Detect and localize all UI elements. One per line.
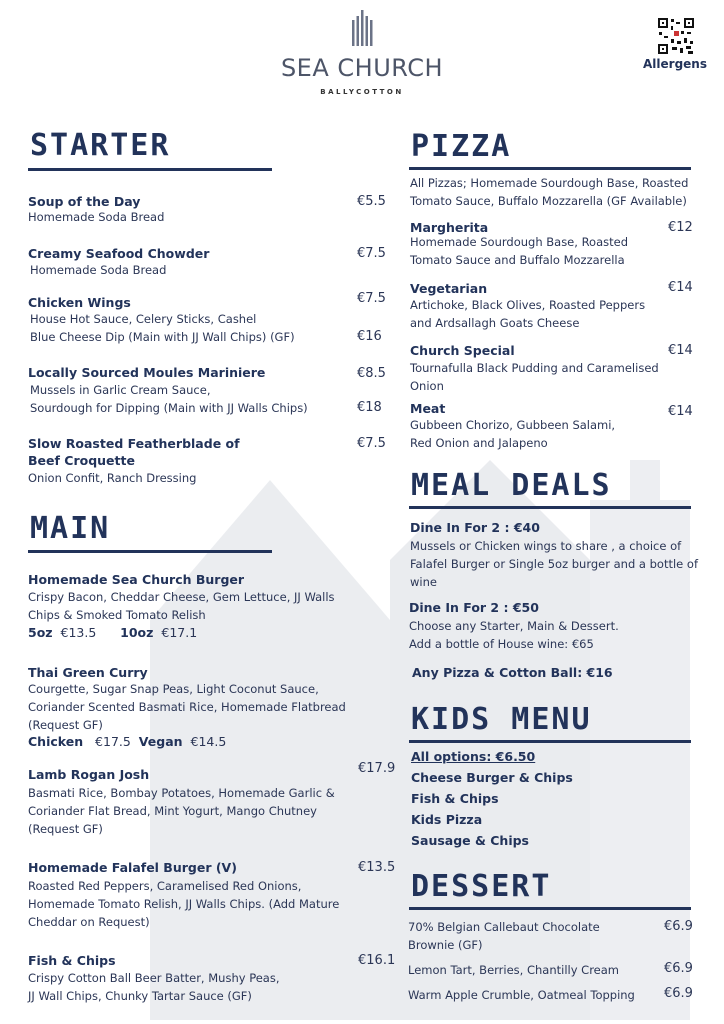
option-price: €13.5 <box>60 625 97 640</box>
allergens-link[interactable]: Allergens <box>643 57 707 71</box>
starter-item-desc: Sourdough for Dipping (Main with JJ Walls Chips) <box>30 401 308 415</box>
main-item-price: €13.5 <box>358 860 396 875</box>
starter-item-desc: Onion Confit, Ranch Dressing <box>28 471 197 485</box>
pizza-intro: Tomato Sauce, Buffalo Mozzarella (GF Available) <box>410 194 687 208</box>
starter-rule <box>28 168 272 171</box>
dessert-heading: DESSERT <box>411 869 552 904</box>
starter-item-desc: Mussels in Garlic Cream Sauce, <box>30 383 211 397</box>
option-price: €17.5 <box>95 734 131 749</box>
starter-item-name: Creamy Seafood Chowder <box>28 246 210 261</box>
meal-deals-rule <box>409 506 691 509</box>
kids-item: Kids Pizza <box>411 812 483 827</box>
main-item-price: €16.1 <box>358 953 396 968</box>
starter-item-price: €5.5 <box>357 194 386 209</box>
dessert-item-name: Warm Apple Crumble, Oatmeal Topping <box>408 988 635 1002</box>
main-item-desc: Coriander Flat Bread, Mint Yogurt, Mango Chutney <box>28 804 317 818</box>
dessert-item-name: Brownie (GF) <box>408 938 483 952</box>
pizza-item-name: Meat <box>410 401 446 416</box>
kids-item: Sausage & Chips <box>411 833 529 848</box>
pizza-heading: PIZZA <box>411 129 512 164</box>
main-item-name: Homemade Sea Church Burger <box>28 572 245 587</box>
meal-deals-heading: MEAL DEALS <box>411 468 612 503</box>
kids-item: Cheese Burger & Chips <box>411 770 573 785</box>
starter-item-desc: House Hot Sauce, Celery Sticks, Cashel <box>30 312 257 326</box>
pizza-item-desc: Homemade Sourdough Base, Roasted <box>410 235 629 249</box>
starter-item-name: Soup of the Day <box>28 194 141 209</box>
starter-item-name: Locally Sourced Moules Mariniere <box>28 365 266 380</box>
deal-desc: Choose any Starter, Main & Dessert. <box>409 619 619 633</box>
qr-code-icon[interactable] <box>657 17 695 55</box>
pizza-item-price: €14 <box>668 280 693 295</box>
main-item-name: Fish & Chips <box>28 953 116 968</box>
main-item-desc: (Request GF) <box>28 822 103 836</box>
main-item-name: Lamb Rogan Josh <box>28 767 150 782</box>
dessert-item-price: €6.9 <box>664 961 693 976</box>
starter-item-price: €18 <box>357 400 382 415</box>
main-item-name: Thai Green Curry <box>28 665 148 680</box>
church-logo-icon <box>350 10 374 46</box>
main-item-name: Homemade Falafel Burger (V) <box>28 860 237 875</box>
pizza-item-desc: Red Onion and Jalapeno <box>410 436 548 450</box>
restaurant-name: SEA CHURCH <box>280 54 444 82</box>
main-item-desc: Basmati Rice, Bombay Potatoes, Homemade Garlic & <box>28 786 335 800</box>
option-label: Chicken <box>28 734 84 749</box>
kids-item: Fish & Chips <box>411 791 499 806</box>
main-item-options <box>28 625 197 640</box>
pizza-item-price: €14 <box>668 404 693 419</box>
starter-item-desc: Blue Cheese Dip (Main with JJ Wall Chips) (GF) <box>30 330 295 344</box>
kids-all-options: All options: €6.50 <box>411 749 536 764</box>
pizza-intro: All Pizzas; Homemade Sourdough Base, Roasted <box>410 176 689 190</box>
option-price: €14.5 <box>190 734 227 749</box>
dessert-item-price: €6.9 <box>664 919 693 934</box>
dessert-item-price: €6.9 <box>664 986 693 1001</box>
starter-heading: STARTER <box>30 128 171 163</box>
main-heading: MAIN <box>30 511 111 546</box>
main-item-price: €17.9 <box>358 761 396 776</box>
pizza-item-price: €12 <box>668 220 693 235</box>
pizza-item-desc: Onion <box>410 379 444 393</box>
main-rule <box>28 550 272 553</box>
starter-item-price: €7.5 <box>357 246 386 261</box>
dessert-item-name: Lemon Tart, Berries, Chantilly Cream <box>408 963 620 977</box>
main-item-desc: Crispy Bacon, Cheddar Cheese, Gem Lettuce, JJ Walls <box>28 590 335 604</box>
pizza-item-price: €14 <box>668 343 693 358</box>
kids-menu-heading: KIDS MENU <box>411 702 592 737</box>
pizza-item-name: Margherita <box>410 220 489 235</box>
option-price: €17.1 <box>161 625 198 640</box>
dessert-item-name: 70% Belgian Callebaut Chocolate <box>408 920 600 934</box>
pizza-item-desc: Tomato Sauce and Buffalo Mozzarella <box>410 253 625 267</box>
pizza-item-desc: Artichoke, Black Olives, Roasted Peppers <box>410 298 646 312</box>
restaurant-location: BALLYCOTTON <box>320 88 404 96</box>
main-item-desc: Coriander Scented Basmati Rice, Homemade Flatbread <box>28 700 346 714</box>
deal-title: Dine In For 2 : €40 <box>410 520 540 535</box>
pizza-item-desc: Tournafulla Black Pudding and Caramelised <box>410 361 659 375</box>
starter-item-price: €7.5 <box>357 436 386 451</box>
deal-desc: Mussels or Chicken wings to share , a choice of <box>410 539 682 553</box>
pizza-rule <box>409 167 691 170</box>
starter-item-name: Chicken Wings <box>28 295 131 310</box>
starter-item-price: €7.5 <box>357 291 386 306</box>
option-label: 5oz <box>28 625 53 640</box>
option-label: 10oz <box>120 625 154 640</box>
starter-item-desc: Homemade Soda Bread <box>28 210 165 224</box>
main-item-desc: (Request GF) <box>28 718 103 732</box>
kids-menu-rule <box>409 740 691 743</box>
deal-title: Any Pizza & Cotton Ball: €16 <box>412 665 613 680</box>
main-item-desc: Roasted Red Peppers, Caramelised Red Onions, <box>28 879 302 893</box>
main-item-desc: Crispy Cotton Ball Beer Batter, Mushy Peas, <box>28 971 280 985</box>
starter-item-name: Slow Roasted Featherblade of <box>28 436 240 451</box>
option-label: Vegan <box>138 734 183 749</box>
starter-item-price: €16 <box>357 329 382 344</box>
pizza-item-desc: Gubbeen Chorizo, Gubbeen Salami, <box>410 418 616 432</box>
main-item-desc: Chips & Smoked Tomato Relish <box>28 608 206 622</box>
main-item-options <box>28 734 226 749</box>
pizza-item-name: Vegetarian <box>410 281 488 296</box>
main-item-desc: Homemade Tomato Relish, JJ Walls Chips. (Add Mature <box>28 897 340 911</box>
main-item-desc: Courgette, Sugar Snap Peas, Light Coconut Sauce, <box>28 682 319 696</box>
main-item-desc: JJ Wall Chips, Chunky Tartar Sauce (GF) <box>28 989 252 1003</box>
starter-item-desc: Homemade Soda Bread <box>30 263 167 277</box>
main-item-desc: Cheddar on Request) <box>28 915 150 929</box>
deal-desc: Add a bottle of House wine: €65 <box>409 637 594 651</box>
deal-title: Dine In For 2 : €50 <box>409 600 539 615</box>
pizza-item-name: Church Special <box>410 343 515 358</box>
starter-item-price: €8.5 <box>357 366 386 381</box>
deal-desc: Falafel Burger or Single 5oz burger and a bottle of <box>410 557 698 571</box>
dessert-rule <box>409 907 691 910</box>
pizza-item-desc: and Ardsallagh Goats Cheese <box>410 316 580 330</box>
deal-desc: wine <box>410 575 437 589</box>
starter-item-name: Beef Croquette <box>28 453 135 468</box>
